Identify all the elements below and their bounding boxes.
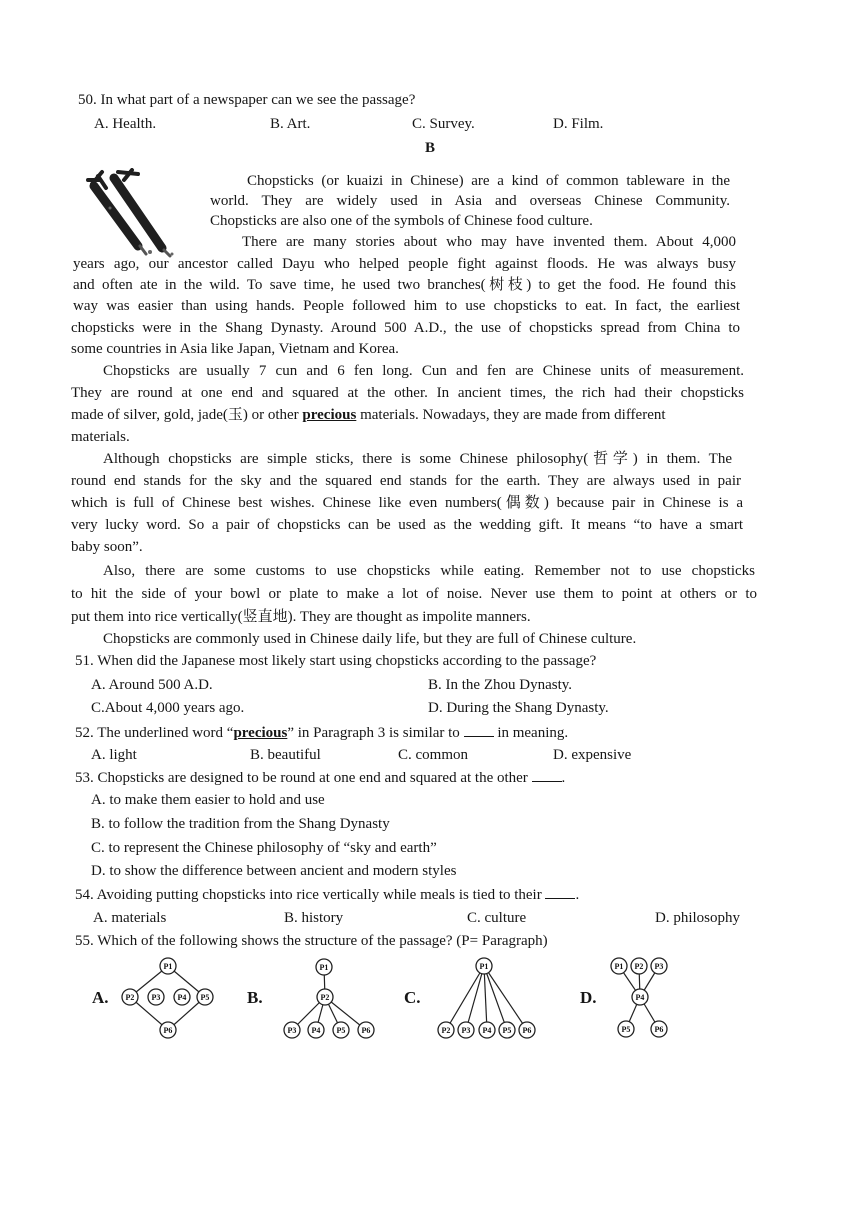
q53-stem-text: 53. Chopsticks are designed to be round at one end and squared at the other xyxy=(75,770,528,786)
svg-text:P4: P4 xyxy=(177,993,187,1002)
diagram-a-node-p3 xyxy=(148,989,164,1005)
q51-option-c: C.About 4,000 years ago. xyxy=(91,700,245,716)
p5-line-1: Also, there are some customs to use chopsticks while eating. Remember not to use chopsticks xyxy=(103,563,755,579)
diagram-c-node-p6 xyxy=(519,1022,535,1038)
p2-line-6: some countries in Asia like Japan, Vietnam and Korea. xyxy=(71,341,399,357)
p1-line-3: Chopsticks are also one of the symbols of Chinese food culture. xyxy=(210,213,593,229)
diagram-a-node-p5 xyxy=(197,989,213,1005)
svg-text:P4: P4 xyxy=(482,1026,492,1035)
svg-text:P4: P4 xyxy=(311,1026,321,1035)
diagram-b-node-p6 xyxy=(358,1022,374,1038)
q55-label-c: C. xyxy=(404,988,421,1007)
diagram-c-edge xyxy=(484,966,507,1030)
q54-option-d: D. philosophy xyxy=(655,910,741,926)
q52-option-a: A. light xyxy=(91,747,137,763)
p3-line-4: materials. xyxy=(71,429,130,445)
p3-line-3 xyxy=(71,405,666,425)
diagram-b-node-p2 xyxy=(317,989,333,1005)
p2-line-3: and often ate in the wild. To save time, he used two branches(树枝) to get the food. He found this xyxy=(73,277,736,293)
q52-option-b: B. beautiful xyxy=(250,747,321,763)
svg-text:P3: P3 xyxy=(151,993,161,1002)
diagram-d-node-p2 xyxy=(631,958,647,974)
p2-line-1: There are many stories about who may have invented them. About 4,000 xyxy=(242,234,736,250)
diagram-d-node-p5 xyxy=(618,1021,634,1037)
diagram-a-node-p1 xyxy=(160,958,176,974)
q52-blank xyxy=(464,722,494,737)
svg-text:P1: P1 xyxy=(479,962,489,971)
svg-text:P3: P3 xyxy=(654,962,664,971)
svg-text:P6: P6 xyxy=(163,1026,173,1035)
q52-stem-a: 52. The underlined word “ xyxy=(75,725,234,741)
diagram-c-edge xyxy=(484,966,487,1030)
q54-option-b: B. history xyxy=(284,910,344,926)
p1-line-2: world. They are widely used in Asia and overseas Chinese Community. xyxy=(210,193,730,209)
q52-precious-word: precious xyxy=(233,725,288,741)
q53-stem: 53. Chopsticks are designed to be round at one end and squared at the other . xyxy=(75,767,565,788)
diagram-c-node-p3 xyxy=(458,1022,474,1038)
q50-option-d: D. Film. xyxy=(553,116,604,132)
p4-line-3: which is full of Chinese best wishes. Chinese like even numbers(偶数) because pair in Chinese is a xyxy=(71,495,743,511)
p4-line-5: baby soon”. xyxy=(71,539,143,555)
q50-stem: 50. In what part of a newspaper can we see the passage? xyxy=(78,92,416,108)
svg-text:P2: P2 xyxy=(441,1026,451,1035)
diagram-c-node-p4 xyxy=(479,1022,495,1038)
svg-text:P2: P2 xyxy=(634,962,644,971)
p3-line-3-start: made of silver, gold, jade(玉) or other xyxy=(71,407,299,423)
q52-option-c: C. common xyxy=(398,747,468,763)
p2-line-4: way was easier than using hands. People followed him to use chopsticks to eat. In fact, the earliest xyxy=(73,298,740,314)
q53-option-d: D. to show the difference between ancient and modern styles xyxy=(91,863,457,879)
svg-text:P2: P2 xyxy=(320,993,330,1002)
svg-text:P5: P5 xyxy=(336,1026,346,1035)
q52-stem-b: ” in Paragraph 3 is similar to xyxy=(287,725,460,741)
diagram-c-edge xyxy=(446,966,484,1030)
q54-stem: 54. Avoiding putting chopsticks into rice vertically while meals is tied to their . xyxy=(75,884,579,905)
diagram-c-edge xyxy=(484,966,527,1030)
chopsticks-picture xyxy=(80,168,200,260)
section-title: B xyxy=(424,140,435,156)
q54-option-a: A. materials xyxy=(93,910,167,926)
p3-line-2: They are round at one end and squared at the other. In ancient times, the rich had their chopsticks xyxy=(71,385,744,401)
q54-stem-text: 54. Avoiding putting chopsticks into rice vertically while meals is tied to their xyxy=(75,887,542,903)
p6-line: Chopsticks are commonly used in Chinese daily life, but they are full of Chinese culture. xyxy=(103,631,637,647)
diagram-b-node-p3 xyxy=(284,1022,300,1038)
q51-option-b: B. In the Zhou Dynasty. xyxy=(428,677,573,693)
q55-label-b: B. xyxy=(247,988,263,1007)
svg-text:P3: P3 xyxy=(287,1026,297,1035)
q52-stem-c: in meaning. xyxy=(497,725,569,741)
p3-line-1: Chopsticks are usually 7 cun and 6 fen long. Cun and fen are Chinese units of measurement. xyxy=(103,363,744,379)
diagram-d-node-p3 xyxy=(651,958,667,974)
p2-line-2: years ago, our ancestor called Dayu who helped people fight against floods. He was always busy xyxy=(73,256,736,272)
p2-line-5: chopsticks were in the Shang Dynasty. Around 500 A.D., the use of chopsticks spread from China to xyxy=(71,320,740,336)
diagram-d-node-p6 xyxy=(651,1021,667,1037)
diagram-d-node-p4 xyxy=(632,989,648,1005)
svg-text:P5: P5 xyxy=(621,1025,631,1034)
q54-blank xyxy=(545,884,575,899)
diagram-a-node-p6 xyxy=(160,1022,176,1038)
q53-option-a: A. to make them easier to hold and use xyxy=(91,792,325,808)
q50-option-c: C. Survey. xyxy=(412,116,475,132)
svg-text:P1: P1 xyxy=(163,962,173,971)
p5-line-3: put them into rice vertically(竖直地). They are thought as impolite manners. xyxy=(71,609,531,625)
svg-text:P5: P5 xyxy=(200,993,210,1002)
diagram-b-node-p1 xyxy=(316,959,332,975)
p4-line-2: round end stands for the sky and the squared end stands for the earth. They are always used in pair xyxy=(71,473,741,489)
diagram-b-node-p5 xyxy=(333,1022,349,1038)
p5-line-2: to hit the side of your bowl or plate to make a lot of noise. Never use them to point at others or to xyxy=(71,586,757,602)
svg-text:P6: P6 xyxy=(522,1026,532,1035)
q55-label-d: D. xyxy=(580,988,597,1007)
q51-option-a: A. Around 500 A.D. xyxy=(91,677,213,693)
svg-text:P2: P2 xyxy=(125,993,135,1002)
q52-option-d: D. expensive xyxy=(553,747,632,763)
svg-text:P4: P4 xyxy=(635,993,645,1002)
q50-option-a: A. Health. xyxy=(94,116,157,132)
q55-stem: 55. Which of the following shows the structure of the passage? (P= Paragraph) xyxy=(75,933,548,949)
diagram-c-edge xyxy=(466,966,484,1030)
svg-text:P5: P5 xyxy=(502,1026,512,1035)
svg-text:P1: P1 xyxy=(319,963,329,972)
q52-stem xyxy=(75,722,568,743)
svg-text:P6: P6 xyxy=(654,1025,664,1034)
diagram-c-node-p5 xyxy=(499,1022,515,1038)
svg-text:P1: P1 xyxy=(614,962,624,971)
diagram-a-node-p4 xyxy=(174,989,190,1005)
diagram-c-node-p1 xyxy=(476,958,492,974)
q55-structure-diagrams xyxy=(0,950,860,1050)
q54-option-c: C. culture xyxy=(467,910,527,926)
svg-text:P6: P6 xyxy=(361,1026,371,1035)
q53-option-b: B. to follow the tradition from the Shang Dynasty xyxy=(91,816,390,832)
q50-option-b: B. Art. xyxy=(270,116,311,132)
p4-line-4: very lucky word. So a pair of chopsticks can be used as the wedding gift. It means “to have a smart xyxy=(71,517,743,533)
diagram-b-node-p4 xyxy=(308,1022,324,1038)
precious-underlined-word: precious xyxy=(302,407,357,423)
diagram-c-node-p2 xyxy=(438,1022,454,1038)
p4-line-1: Although chopsticks are simple sticks, there is some Chinese philosophy(哲学) in them. The xyxy=(103,451,732,467)
diagram-d-node-p1 xyxy=(611,958,627,974)
q53-option-c: C. to represent the Chinese philosophy of “sky and earth” xyxy=(91,840,437,856)
q55-label-a: A. xyxy=(92,988,109,1007)
q51-option-d: D. During the Shang Dynasty. xyxy=(428,700,609,716)
svg-text:P3: P3 xyxy=(461,1026,471,1035)
q51-stem: 51. When did the Japanese most likely start using chopsticks according to the passage? xyxy=(75,653,597,669)
p1-line-1: Chopsticks (or kuaizi in Chinese) are a kind of common tableware in the xyxy=(247,173,730,189)
q53-blank xyxy=(532,767,562,782)
diagram-a-node-p2 xyxy=(122,989,138,1005)
p3-line-3-end: materials. Nowadays, they are made from different xyxy=(360,407,666,423)
